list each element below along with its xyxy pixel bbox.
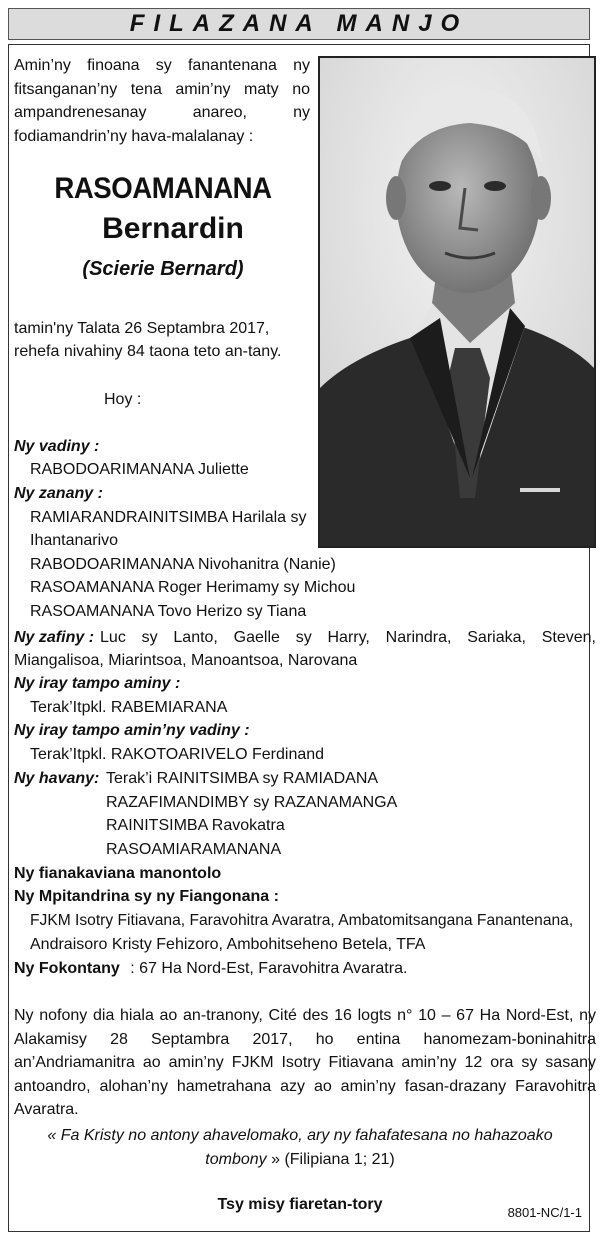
zafiny-row (14, 626, 596, 650)
zafiny-names-cont: Miangalisoa, Miarintsoa, Manoantsoa, Narovana (14, 652, 358, 669)
iray-tampo-label: Ny iray tampo aminy : (14, 675, 181, 692)
mpitandrina-label: Ny Mpitandrina sy ny Fiangonana : (14, 888, 279, 905)
quote-line-1: « Fa Kristy no antony ahavelomako, ary ny fahafatesana no hahazoako (47, 1127, 553, 1144)
havany-label: Ny havany: (14, 770, 100, 787)
zafiny-names: Luc sy Lanto, Gaelle sy Harry, Narindra, Sariaka, Steven, (100, 629, 596, 646)
zanany-item: RASOAMANANA Roger Herimamy sy Michou (30, 579, 356, 596)
zanany-label: Ny zanany : (14, 485, 103, 502)
quote-line-2 (0, 1148, 600, 1172)
vadiny-label: Ny vadiny : (14, 438, 100, 455)
zanany-item: Ihantanarivo (30, 532, 119, 549)
portrait-image (320, 58, 594, 546)
mpitandrina-line: FJKM Isotry Fitiavana, Faravohitra Avaratra, Ambatomitsangana Fanantenana, (30, 912, 574, 929)
zanany-item: RABODOARIMANANA Nivohanitra (Nanie) (30, 556, 336, 573)
vadiny-name: RABODOARIMANANA Juliette (30, 461, 249, 478)
notice-header (8, 8, 590, 40)
footer-note: Tsy misy fiaretan-tory (217, 1196, 383, 1213)
havany-item: RASOAMIARAMANANA (106, 841, 282, 858)
deceased-surname: RASOAMANANA (54, 172, 272, 205)
intro-paragraph: Amin’ny finoana sy fanantenana ny fitsanganan’ny tena amin’ny maty no ampandrenesanay anareo, ny fodiamandrin’ny hava-malalanay : (14, 57, 310, 145)
havany-item: Terak’i RAINITSIMBA sy RAMIADANA (106, 770, 379, 787)
death-date-line: tamin'ny Talata 26 Septambra 2017, (14, 320, 270, 337)
notice-title: FILAZANA MANJO (129, 10, 469, 37)
deceased-firstname: Bernardin (102, 212, 244, 245)
iray-tampo-vadiny-name: Terak’Itpkl. RAKOTOARIVELO Ferdinand (30, 746, 325, 763)
funeral-paragraph: Ny nofony dia hiala ao an-tranony, Cité des 16 logts n° 10 – 67 Ha Nord-Est, ny Alakamisy 28 Septambra 2017, ho entina hanomezam-boninahitra an’Andriamanitra ao amin’ny FJKM Isotry Fitiavana amin’ny 12 ora sy sasany antoandro, alohan’ny hametrahana azy ao amin’ny fasan-drazany Faravohitra Avaratra. (14, 1007, 596, 1118)
fokontany-value: : 67 Ha Nord-Est, Faravohitra Avaratra. (130, 960, 408, 977)
deceased-portrait (318, 56, 596, 548)
hoy-label: Hoy : (104, 391, 142, 408)
quote-text-end: tombony (205, 1151, 267, 1168)
havany-item: RAINITSIMBA Ravokatra (106, 817, 285, 834)
mpitandrina-line: Andraisoro Kristy Fehizoro, Ambohitseheno Betela, TFA (30, 936, 426, 953)
death-age-line: rehefa nivahiny 84 taona teto an-tany. (14, 343, 282, 360)
zafiny-label: Ny zafiny : (14, 629, 95, 646)
zanany-item: RAMIARANDRAINITSIMBA Harilala sy (30, 509, 307, 526)
iray-tampo-name: Terak’Itpkl. RABEMIARANA (30, 699, 228, 716)
fokontany-row (14, 957, 407, 981)
havany-item: RAZAFIMANDIMBY sy RAZANAMANGA (106, 794, 398, 811)
deceased-alias: (Scierie Bernard) (82, 258, 244, 280)
iray-tampo-vadiny-label: Ny iray tampo amin’ny vadiny : (14, 722, 250, 739)
fianakaviana-line: Ny fianakaviana manontolo (14, 865, 222, 882)
zanany-item: RASOAMANANA Tovo Herizo sy Tiana (30, 603, 307, 620)
fokontany-label: Ny Fokontany (14, 960, 120, 977)
quote-reference: » (Filipiana 1; 21) (271, 1151, 395, 1168)
reference-code: 8801-NC/1-1 (507, 1205, 582, 1220)
